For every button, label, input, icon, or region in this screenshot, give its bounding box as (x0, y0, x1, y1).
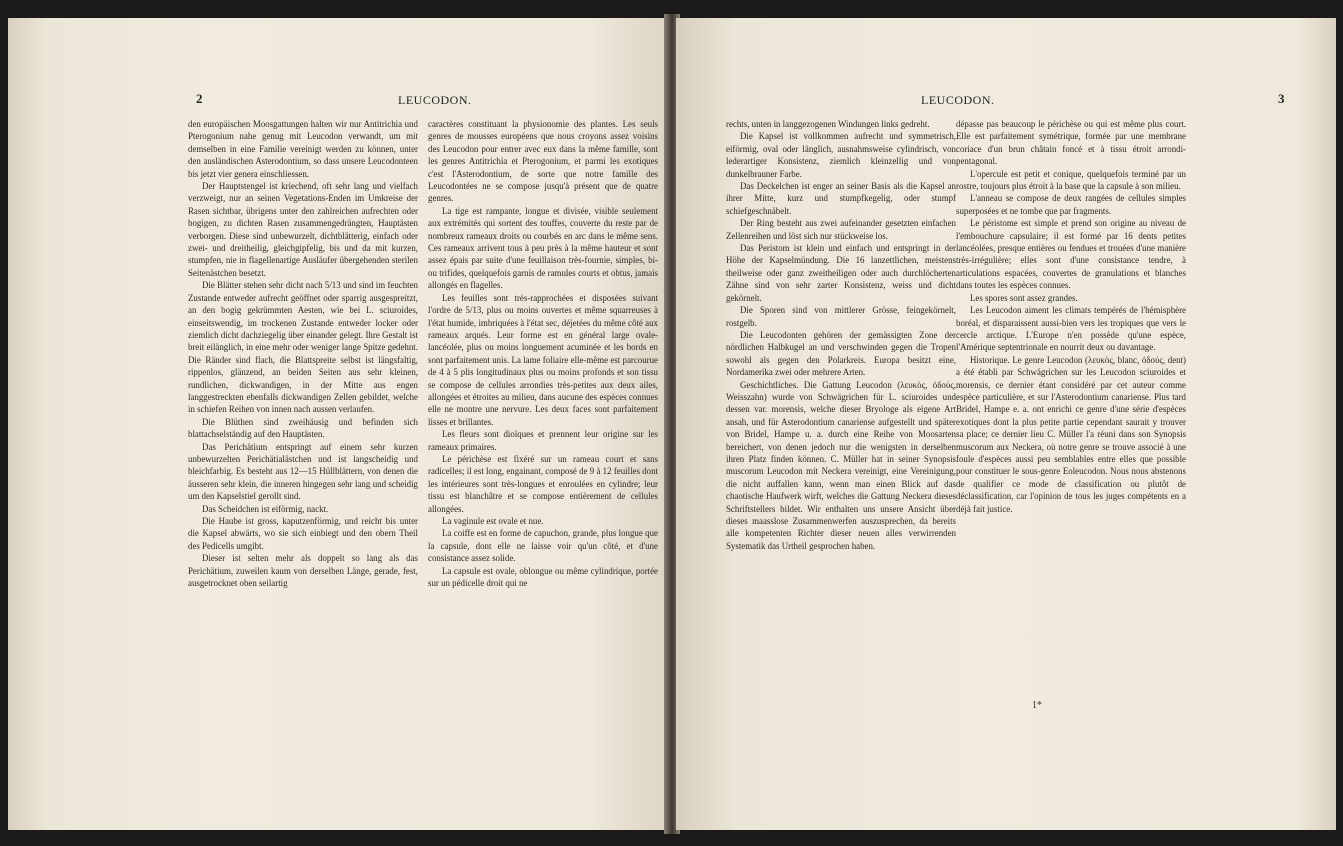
left-page (8, 18, 668, 830)
paragraph: rechts, unten in langgezogenen Windungen links gedreht. (726, 119, 930, 129)
page-number: 2 (196, 91, 203, 106)
paragraph: Le périchèse est fixéré sur un rameau court et sans radicelles; il est long, engainant, composé de 9 à 12 feuilles dont les intérieures sont très-longues et enroulées en cylindre; leur tissu est blanchâtre et se compose entièrement de cellules allongées. (428, 453, 658, 514)
running-header: LEUCODON. (921, 93, 995, 107)
right-page (676, 18, 1336, 830)
paragraph: L'anneau se compose de deux rangées de cellules simples superposées et ne tombe que par fragments. (956, 193, 1186, 216)
paragraph: Les fleurs sont dioïques et prennent leur origine sur les rameaux primaires. (428, 429, 658, 452)
paragraph: Die Kapsel ist vollkommen aufrecht und symmetrisch, eiförmig, oval oder länglich, ausnahmsweise cylindrisch, von lederartiger Konsistenz, ziemlich kleinzellig und von dunkelbrauner Farbe. (726, 131, 956, 179)
paragraph: Les spores sont assez grandes. (970, 292, 1078, 303)
paragraph: caractères constituant la physionomie des plantes. Les seuls genres de mousses européens que nous croyons assez voisins des Leucodon pour entrer avec eux dans la même famille, sont les genres Antitrichia et Pterogonium, et parmi les exotiques c'est l'Asterodontium, de sorte que notre famille des Leucodontées ne se compose jusqu'à présent que de quatre genres. (428, 119, 658, 204)
german-column (188, 118, 418, 589)
signature-mark: 1* (1032, 700, 1042, 711)
paragraph: Das Deckelchen ist enger an seiner Basis als die Kapsel an ihrer Mitte, kurz und stumpfkegelig, oder stumpf schiefgeschnäbelt. (726, 181, 956, 216)
paragraph: Die Sporen sind von mittlerer Grösse, feingekörnelt, rostgelb. (726, 305, 956, 328)
paragraph: Les feuilles sont très-rapprochées et disposées suivant l'ordre de 5/13, plus ou moins ouvertes et même squarreuses à l'état humide, imbriquées à l'état sec, déjetées du même côté aux rameaux arqués. Leur forme est en général large ovale-lancéolée, plus ou moins longuement acuminée et les bords en sont parfaitement unis. La lame foliaire elle-même est parcourue de 4 à 5 plis longitudinaux plus ou moins profonds et son tissu se compose de cellules arrondies très-petites aux deux ailes, allongées et étroites au milieu, dans aucune des espèces connues elle ne montre une nervure. Les deux faces sont parfaitement lisses et brillantes. (428, 292, 658, 427)
paragraph: Die Blüthen sind zweihäusig und befinden sich blattachselständig auf den Hauptästen. (188, 416, 418, 440)
page-number: 3 (1278, 91, 1285, 106)
paragraph: La vaginule est ovale et nue. (442, 516, 544, 526)
paragraph: Historique. Le genre Leucodon (λευκὸς, blanc, ὀδούς, dent) a été établi par Schwägrichen sur les Leucodon sciuroides et morensis, ce dernier étant considéré par cet auteur comme espèce particulière, et sur l'Asterodontium canariense. Plus tard Bridel, Hampe e. a. ont enrichi ce genre d'une série d'espèces exotiques dont la plus petite partie cependant saurait y trouver sa place; ce dernier lieu C. Müller l'a réuni dans son Synopsis muscorum aux Neckera, où notre genre se trouve associé à une foule d'espèces aussi peu semblables entre elles que possible pour constituer le sous-genre Eoleucodon. Nous nous abstenons de qualifier ce mode de classification ou plutôt de déclassification, car l'opinion de tous les juges compétents en a déjà fait justice. (956, 354, 1186, 514)
french-column (428, 118, 658, 589)
paragraph: dépasse pas beaucoup le périchèse ou qui est même plus court. Elle est parfaitement symétrique, formée par une membrane coriace d'un brun châtain foncé et à tissu étroit arrondi-pentagonal. (956, 119, 1186, 167)
paragraph: Das Scheidchen ist eiförmig, nackt. (202, 503, 329, 514)
paragraph: Geschichtliches. Die Gattung Leucodon (λευκὸς, ὀδούς, Weisszahn) wurde von Schwägrichen für L. sciuroides und dessen var. morensis, welche dieser Bryologe als eigene Art ansah, und für Asterodontium canariense aufgestellt und später von Bridel, Hampe u. a. durch eine Reihe von Moosarten bereichert, von denen jedoch nur die wenigsten in derselben ihren Platz finden können. C. Müller hat in seiner Synopsis muscorum Leucodon mit Neckera vereinigt, eine Vereinigung, die nicht auffallen kann, wenn man einen Blick auf das chaotische Haufwerk wirft, welches die Gattung Neckera dieses Schriftstellers bildet. Wir enthalten uns unsere Ansicht über dieses maasslose Zusammenwerfen auszusprechen, da bereits alle kompetenten Richter dieser neuen alles verwirrenden Systematik das Urtheil gesprochen haben. (726, 379, 956, 551)
french-column (956, 118, 1186, 515)
paragraph: Die Haube ist gross, kaputzenförmig, und reicht bis unter die Kapsel abwärts, wo sie sich einbiegt und den obern Theil des Pedicells umgibt. (188, 516, 418, 551)
paragraph: Die Leucodonten gehören der gemässigten Zone der nördlichen Halbkugel an und verschwinden gegen die Tropen sowohl als gegen den Polarkreis. Europa besitzt eine, Nordamerika zwei oder mehrere Arten. (726, 329, 956, 378)
paragraph: Der Hauptstengel ist kriechend, oft sehr lang und vielfach verzweigt, nur an seinen Vegetations-Enden im Umkreise der Rasen sichtbar, übrigens unter den zahlreichen aufrechten oder bogigen, zu dichten Rasen zusammengedrängten, Hauptästen verborgen. Diese sind unbewurzelt, dichtblätterig, einfach oder zwei- und dreitheilig, gleichgipfelig, bis und da mit kurzen, stumpfen, nie in flagellenartige Ausläufer übergehenden sterilen Seitenästchen besetzt. (188, 181, 418, 278)
paragraph: Der Ring besteht aus zwei aufeinander gesetzten einfachen Zellenreihen und löst sich nur stückweise los. (726, 218, 956, 241)
paragraph: La tige est rampante, longue et divisée, visible seulement aux extrémités qui sortent des touffes, couverte du reste par de nombreux rameaux droits ou courbés en arc dans le même sens. Ces rameaux arrivent tous à peu près à la même hauteur et sont assez épais par suite d'une feuillaison très-fournie, simples, bi- ou trifides, quelquefois garnis de ramules courts et obtus, jamais allongés en flagelles. (428, 205, 658, 291)
paragraph: Dieser ist selten mehr als doppelt so lang als das Perichätium, zuweilen kaum von derselben Länge, gerade, fest, ausgetrocknet oben seilartig (188, 553, 418, 589)
paragraph: Die Blätter stehen sehr dicht nach 5/13 und sind im feuchten Zustande entweder aufrecht geöffnet oder sparrig ausgespreitzt, an den bogig gekrümmten Aesten, wie bei L. sciuroides, einseitswendig, im trockenen Zustande entweder locker oder ziemlich dicht dachziegelig über einander gelegt. Ihre Gestalt ist breit eilänglich, in eine mehr oder weniger lange Spitze gedehnt. Die Ränder sind flach, die Blattspreite selbst ist längsfaltig, rippenlos, glänzend, an beiden Seiten aus sehr kleinen, rundlichen, dickwandigen, in der Mitte aus engen langgestreckten ebenfalls dickwandigen Zellen gebildet, welche in schiefen Reihen von innen nach aussen verlaufen. (188, 280, 418, 415)
paragraph: La coiffe est en forme de capuchon, grande, plus longue que la capsule, dont elle ne laisse voir qu'un côté, et d'une consistance assez solide. (428, 528, 658, 564)
running-header: LEUCODON. (398, 93, 472, 107)
paragraph: L'opercule est petit et conique, quelquefois terminé par un rostre, toujours plus étroit à la base que la capsule à son milieu. (956, 168, 1186, 192)
german-column (726, 118, 956, 552)
paragraph: Le péristome est simple et prend son origine au niveau de l'embouchure capsulaire; il est formé par 16 dents petites lancéolées, presque entières ou fendues et trouées d'une manière très-irrégulière; elles sont d'une consistance tendre, à articulations espacées, couvertes de granulations et blanches dans toutes les espèces connues. (956, 218, 1186, 291)
paragraph: den europäischen Moosgattungen halten wir nur Antitrichia und Pterogonium nahe genug mit Leucodon verwandt, um mit demselben in eine Familie vereinigt werden zu können, unter den ausländischen Asterodontium, so dass unsere Leucodonteen bis jetzt vier genera einschliessen. (188, 119, 418, 179)
paragraph: Das Perichätium entspringt auf einem sehr kurzen unbewurzelten Perichätialästchen und ist langscheidig und bleichfarbig. Es besteht aus 12—15 Hüllblättern, von denen die äusseren sehr klein, die inneren hingegen sehr lang und scheidig um den Kapselstiel gerollt sind. (188, 441, 418, 502)
paragraph: La capsule est ovale, oblongue ou même cylindrique, portée sur un pédicelle droit qui ne (428, 565, 658, 589)
paragraph: Das Peristom ist klein und einfach und entspringt in der Höhe der Kapselmündung. Die 16 lanzettlichen, meistens theilweise oder ganz zweitheiligen oder auch durchlöcherten Zähne sind von sehr zarter Konsistenz, weiss und dicht gekörnelt. (726, 243, 956, 303)
paragraph: Les Leucodon aiment les climats tempérés de l'hémisphère boréal, et disparaissent aussi-bien vers les tropiques que vers le cercle arctique. L'Europe n'en possède qu'une espèce, l'Amérique septentrionale en nourrit deux ou davantage. (956, 305, 1186, 353)
